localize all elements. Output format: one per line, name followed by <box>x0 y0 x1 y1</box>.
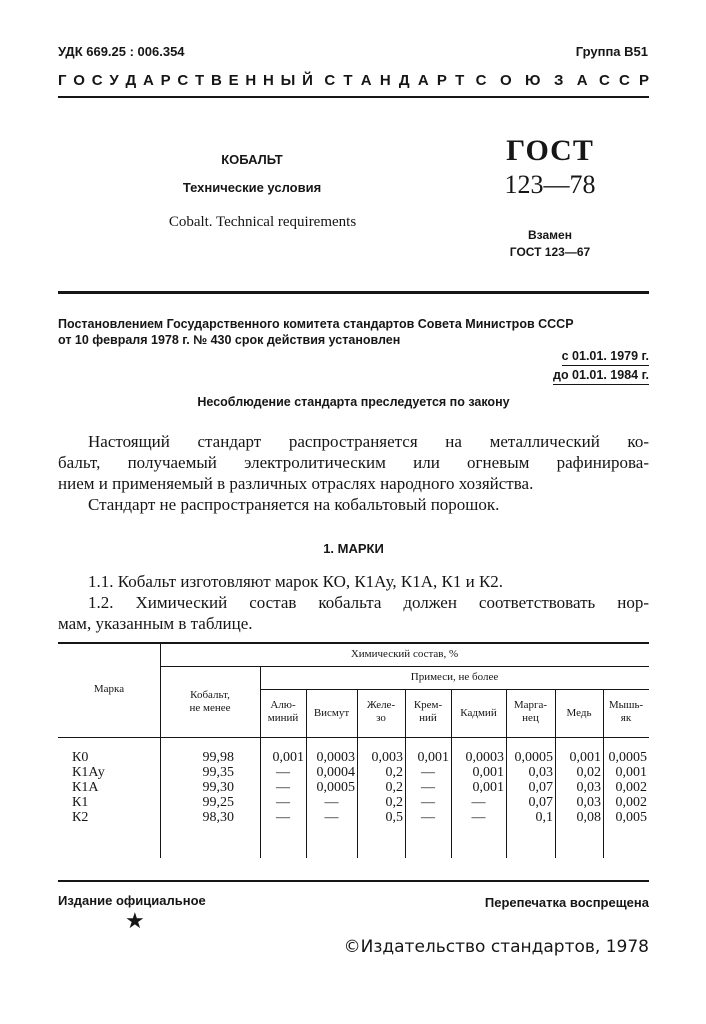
table-cell-impurity: — <box>276 810 290 825</box>
table-cell-grade: К2 <box>72 810 89 825</box>
table-cell-impurity: 0,001 <box>417 750 449 765</box>
table-cell-grade: К1 <box>72 795 89 810</box>
table-cell-cobalt: 99,98 <box>202 750 234 765</box>
table-cell-impurity: 0,07 <box>528 780 553 795</box>
table-cell-impurity: 0,002 <box>615 795 647 810</box>
document-title: КОБАЛЬТ <box>221 152 283 167</box>
table-header-rule <box>58 737 649 738</box>
banner-word: Г О С У Д А Р С Т В Е Н Н Ы Й <box>58 72 313 89</box>
star-icon: ★ <box>125 909 145 934</box>
replaces-label: Взамен <box>528 228 572 242</box>
decree-line-1: Постановлением Государственного комитета стандартов Совета Министров СССР <box>58 317 574 331</box>
table-cell-cobalt: 99,35 <box>202 765 234 780</box>
publisher-copyright: ©Издательство стандартов, 1978 <box>343 937 649 957</box>
intro-note: Стандарт не распространяется на кобальтовый порошок. <box>88 495 500 514</box>
table-divider-horizontal <box>160 666 649 667</box>
table-cell-impurity: 0,0005 <box>608 750 647 765</box>
table-cell-grade: К0 <box>72 750 89 765</box>
header-rule <box>58 96 649 98</box>
footer-rule <box>58 880 649 882</box>
table-cell-impurity: 0,03 <box>576 795 601 810</box>
state-standard-banner <box>58 72 649 89</box>
table-top-rule <box>58 642 649 644</box>
table-header-cobalt: Кобальт, <box>190 689 230 701</box>
table-cell-cobalt: 99,30 <box>202 780 234 795</box>
intro-line-2: бальт, получаемый электролитическим или огневым рафинирова- <box>58 453 649 472</box>
decree-line-2: от 10 февраля 1978 г. № 430 срок действия установлен <box>58 333 401 347</box>
table-header-impurity: Желе- <box>366 699 396 711</box>
table-cell-impurity: — <box>421 780 435 795</box>
table-cell-impurity: — <box>276 795 290 810</box>
banner-word: С Т А Н Д А Р Т <box>324 72 465 89</box>
clause-1-1: 1.1. Кобальт изготовляют марок КО, К1Ау, К1А, К1 и К2. <box>88 572 504 591</box>
table-header-impurity: Кадмий <box>460 707 497 719</box>
table-header-impurity: Алю- <box>270 699 296 711</box>
intro-line-1: Настоящий стандарт распространяется на металлический ко- <box>88 432 649 451</box>
table-cell-impurity: 0,001 <box>472 765 504 780</box>
table-cell-impurity: — <box>324 795 339 810</box>
table-header-impurity: Мышь- <box>608 699 644 711</box>
table-cell-impurity: 0,2 <box>385 795 403 810</box>
table-cell-impurity: — <box>471 795 486 810</box>
table-cell-impurity: 0,003 <box>371 750 403 765</box>
table-cell-impurity: — <box>421 810 435 825</box>
table-cell-impurity: — <box>471 810 486 825</box>
table-cell-cobalt: 98,30 <box>202 810 234 825</box>
table-divider-horizontal <box>260 689 649 690</box>
table-cell-impurity: 0,001 <box>615 765 647 780</box>
table-header-impurity: Марга- <box>513 699 548 711</box>
table-header-impurity: ний <box>419 712 437 724</box>
official-edition-label: Издание официальное <box>58 893 206 908</box>
table-header-impurity: Висмут <box>313 707 350 719</box>
table-header-impurity: нец <box>522 712 539 724</box>
table-cell-impurity: — <box>324 810 339 825</box>
table-cell-impurity: 0,001 <box>472 780 504 795</box>
table-cell-grade: К1Ау <box>72 765 105 780</box>
table-cell-impurity: 0,03 <box>576 780 601 795</box>
table-header-impurity: Крем- <box>413 699 443 711</box>
banner-word: С С Р <box>598 72 649 89</box>
table-cell-grade: К1А <box>72 780 99 795</box>
table-cell-cobalt: 99,25 <box>202 795 234 810</box>
table-cell-impurity: — <box>276 765 290 780</box>
title-rule <box>58 291 649 294</box>
table-cell-impurity: 0,08 <box>576 810 601 825</box>
table-header-impurity: Медь <box>566 707 592 719</box>
table-impurities-header: Примеси, не более <box>410 671 499 683</box>
table-header-impurity: зо <box>376 712 386 724</box>
group-code: Группа В51 <box>575 44 648 59</box>
gost-number: 123—78 <box>504 170 596 199</box>
table-cell-impurity: 0,0003 <box>465 750 504 765</box>
table-cell-impurity: 0,03 <box>528 765 553 780</box>
table-cell-impurity: 0,0005 <box>316 780 355 795</box>
banner-word: С О Ю З А <box>475 72 588 89</box>
table-cell-impurity: 0,2 <box>385 780 403 795</box>
clause-1-2-line-2: мам, указанным в таблице. <box>58 614 253 633</box>
validity-date-from: с 01.01. 1979 г. <box>562 349 649 366</box>
table-group-header: Химический состав, % <box>350 648 459 660</box>
intro-line-3: нием и применяемый в различных отраслях народного хозяйства. <box>58 474 534 493</box>
table-cell-impurity: 0,0005 <box>514 750 553 765</box>
clause-1-2-line-1: 1.2. Химический состав кобальта должен соответствовать нор- <box>88 593 649 612</box>
document-subtitle: Технические условия <box>182 180 322 195</box>
section-heading: 1. МАРКИ <box>323 541 384 556</box>
table-cell-impurity: 0,07 <box>528 795 553 810</box>
table-cell-impurity: 0,0003 <box>316 750 355 765</box>
table-cell-impurity: — <box>276 780 290 795</box>
reprint-prohibited-label: Перепечатка воспрещена <box>484 895 649 910</box>
document-title-english: Cobalt. Technical requirements <box>168 214 357 230</box>
table-cell-impurity: 0,2 <box>385 765 403 780</box>
udk-code: УДК 669.25 : 006.354 <box>58 44 185 59</box>
table-cell-impurity: — <box>421 765 435 780</box>
table-cell-impurity: 0,0004 <box>316 765 355 780</box>
table-cell-impurity: 0,5 <box>385 810 403 825</box>
table-cell-impurity: 0,1 <box>535 810 553 825</box>
table-cell-impurity: 0,001 <box>272 750 304 765</box>
table-cell-impurity: — <box>421 795 435 810</box>
table-cell-impurity: 0,001 <box>569 750 601 765</box>
replaced-standard: ГОСТ 123—67 <box>509 245 591 259</box>
table-header-impurity: як <box>620 712 632 724</box>
law-notice: Несоблюдение стандарта преследуется по закону <box>197 395 510 409</box>
validity-date-to: до 01.01. 1984 г. <box>553 368 649 385</box>
table-header-cobalt: не менее <box>189 702 231 714</box>
table-header-impurity: миний <box>267 712 299 724</box>
table-cell-impurity: 0,02 <box>576 765 601 780</box>
table-header-grade: Марка <box>93 683 125 695</box>
table-cell-impurity: 0,005 <box>615 810 647 825</box>
gost-label: ГОСТ <box>506 134 594 167</box>
table-cell-impurity: 0,002 <box>615 780 647 795</box>
